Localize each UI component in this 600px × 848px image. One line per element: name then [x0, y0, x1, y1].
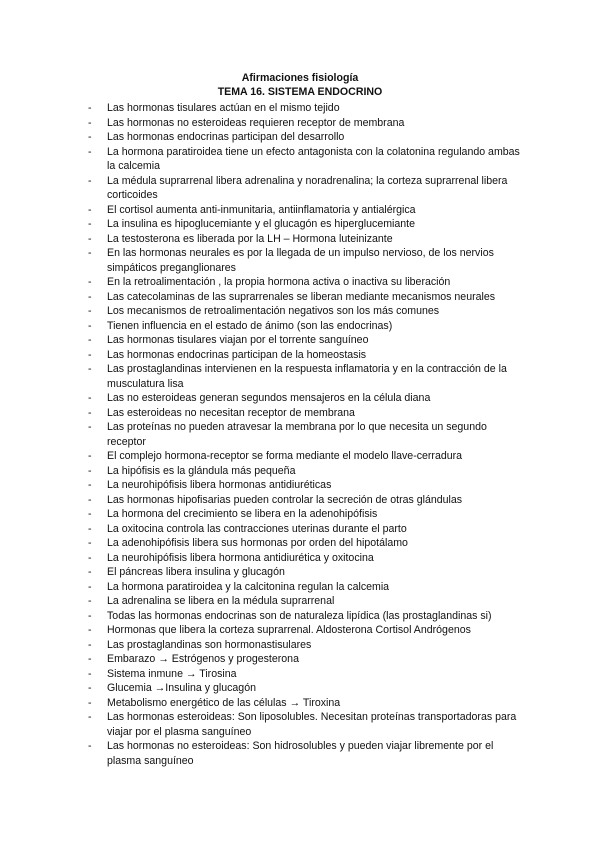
bullet-dash: -: [88, 174, 92, 187]
bullet-dash: -: [88, 363, 92, 375]
list-item-text: Las no esteroideas generan segundos mensajeros en la célula diana: [107, 392, 431, 404]
list-item-text: La hormona del crecimiento se libera en la adenohipófisis: [107, 508, 378, 520]
list-item: [88, 174, 528, 203]
bullet-dash: -: [88, 537, 92, 549]
list-item: [88, 652, 528, 667]
bullet-dash: -: [88, 479, 92, 491]
list-item: [88, 420, 528, 449]
bullet-dash: -: [88, 232, 92, 245]
bullet-dash: -: [88, 348, 92, 361]
bullet-dash: -: [88, 247, 92, 259]
bullet-dash: -: [88, 276, 92, 288]
bullet-dash: -: [88, 392, 92, 404]
list-item-text: Embarazo → Estrógenos y progesterona: [107, 653, 299, 665]
bullet-dash: -: [88, 203, 92, 216]
list-item: [88, 493, 528, 508]
list-item: [88, 406, 528, 421]
list-item-text: Las hormonas hipofisarias pueden controlar la secreción de otras glándulas: [107, 493, 463, 506]
list-item: [88, 594, 528, 609]
list-item: [88, 232, 528, 247]
list-item-text: La adenohipófisis libera sus hormonas por orden del hipotálamo: [107, 537, 408, 549]
list-item: [88, 391, 528, 406]
bullet-dash: -: [88, 218, 92, 230]
list-item: [88, 464, 528, 479]
list-item-text: Las prostaglandinas son hormonastisulares: [107, 638, 312, 651]
bullet-dash: -: [88, 450, 92, 462]
bullet-dash: -: [88, 305, 92, 317]
list-item: [88, 696, 528, 711]
list-item: [88, 362, 528, 391]
list-item-text: La hipófisis es la glándula más pequeña: [107, 464, 296, 477]
list-item: [88, 116, 528, 131]
list-item: [88, 203, 528, 218]
list-item: [88, 348, 528, 363]
list-item-text: Las prostaglandinas intervienen en la respuesta inflamatoria y en la contracción de la musculatura lisa: [107, 363, 507, 390]
list-item-text: Sistema inmune → Tirosina: [107, 667, 237, 680]
list-item: [88, 522, 528, 537]
list-item: [88, 623, 528, 638]
list-item-text: Las hormonas endocrinas participan de la homeostasis: [107, 348, 367, 361]
list-item-text: Las catecolaminas de las suprarrenales se liberan mediante mecanismos neurales: [107, 290, 496, 303]
list-item: [88, 449, 528, 464]
list-item: [88, 551, 528, 566]
list-item-text: La testosterona es liberada por la LH – Hormona luteinizante: [107, 232, 393, 245]
list-item-text: La adrenalina se libera en la médula suprarrenal: [107, 595, 335, 607]
bullet-dash: -: [88, 116, 92, 129]
list-item: [88, 290, 528, 305]
bullet-dash: -: [88, 609, 92, 622]
list-item: [88, 609, 528, 624]
list-item-text: La hormona paratiroidea y la calcitonina regulan la calcemia: [107, 580, 390, 593]
list-item: [88, 217, 528, 232]
list-item-text: Las hormonas no esteroideas: Son hidrosolubles y pueden viajar libremente por el plasma sanguíneo: [107, 740, 494, 767]
bullet-dash: -: [88, 580, 92, 593]
list-item-text: Las proteínas no pueden atravesar la membrana por lo que necesita un segundo receptor: [107, 421, 487, 448]
list-item-text: En la retroalimentación , la propia hormona activa o inactiva su liberación: [107, 276, 451, 288]
list-item-text: La oxitocina controla las contracciones uterinas durante el parto: [107, 522, 407, 535]
list-item: [88, 319, 528, 334]
bullet-dash: -: [88, 682, 92, 694]
bullet-dash: -: [88, 696, 92, 709]
bullet-dash: -: [88, 131, 92, 143]
bullet-dash: -: [88, 711, 92, 723]
document-title: Afirmaciones fisiología: [241, 72, 359, 84]
list-item: [88, 667, 528, 682]
list-item: [88, 638, 528, 653]
bullet-dash: -: [88, 334, 92, 346]
list-item-text: Tienen influencia en el estado de ánimo (son las endocrinas): [107, 319, 393, 332]
list-item-text: Las hormonas esteroideas: Son liposolubles. Necesitan proteínas transportadoras para viajar por el plasma sanguíneo: [107, 711, 517, 738]
list-item: [88, 101, 528, 116]
list-item-text: Las hormonas endocrinas participan del desarrollo: [107, 131, 345, 143]
bullet-dash: -: [88, 421, 92, 433]
list-item-text: La hormona paratiroidea tiene un efecto antagonista con la colatonina regulando ambas la calcemia: [107, 145, 520, 172]
bullet-dash: -: [88, 566, 92, 578]
list-item-text: El páncreas libera insulina y glucagón: [107, 566, 285, 578]
bullet-dash: -: [88, 638, 92, 651]
list-item-text: La neurohipófisis libera hormona antidiurética y oxitocina: [107, 551, 374, 564]
bullet-dash: -: [88, 624, 92, 636]
list-item: [88, 507, 528, 522]
list-item-text: Las esteroideas no necesitan receptor de membrana: [107, 406, 355, 419]
list-item-text: Los mecanismos de retroalimentación negativos son los más comunes: [107, 305, 440, 317]
bullet-dash: -: [88, 508, 92, 520]
list-item-text: En las hormonas neurales es por la llegada de un impulso nervioso, de los nervios simpáticos preganglionares: [107, 247, 494, 274]
bullet-dash: -: [88, 551, 92, 564]
bullet-dash: -: [88, 667, 92, 680]
list-item-text: Hormonas que libera la corteza suprarrenal. Aldosterona Cortisol Andrógenos: [107, 624, 471, 636]
list-item: [88, 739, 528, 768]
list-item-text: Las hormonas tisulares viajan por el torrente sanguíneo: [107, 334, 369, 346]
list-item: [88, 580, 528, 595]
list-item-text: La médula suprarrenal libera adrenalina y noradrenalina; la corteza suprarrenal libera corticoides: [107, 174, 508, 201]
list-item-text: Todas las hormonas endocrinas son de naturaleza lipídica (las prostaglandinas si): [107, 609, 492, 622]
bullet-dash: -: [88, 319, 92, 332]
bullet-dash: -: [88, 740, 92, 752]
bullet-dash: -: [88, 406, 92, 419]
list-item: [88, 304, 528, 319]
list-item-text: Las hormonas tisulares actúan en el mismo tejido: [107, 102, 340, 114]
bullet-dash: -: [88, 493, 92, 506]
list-item-text: La neurohipófisis libera hormonas antidiuréticas: [107, 479, 332, 491]
list-item: [88, 333, 528, 348]
bullet-dash: -: [88, 653, 92, 665]
list-item: [88, 565, 528, 580]
list-item-text: La insulina es hipoglucemiante y el glucagón es hiperglucemiante: [107, 218, 416, 230]
list-item: [88, 478, 528, 493]
list-item: [88, 246, 528, 275]
bullet-dash: -: [88, 595, 92, 607]
list-item-text: El cortisol aumenta anti-inmunitaria, antiinflamatoria y antialérgica: [107, 203, 416, 216]
bullet-dash: -: [88, 290, 92, 303]
list-item: [88, 145, 528, 174]
list-item: [88, 710, 528, 739]
bullet-dash: -: [88, 145, 92, 158]
list-item-text: Las hormonas no esteroideas requieren receptor de membrana: [107, 116, 405, 129]
list-item-text: Metabolismo energético de las células → Tiroxina: [107, 696, 341, 709]
list-item-text: Glucemia →Insulina y glucagón: [107, 682, 256, 694]
section-title: TEMA 16. SISTEMA ENDOCRINO: [217, 86, 383, 98]
list-item-text: El complejo hormona-receptor se forma mediante el modelo llave-cerradura: [107, 450, 463, 462]
bullet-dash: -: [88, 522, 92, 535]
list-item: [88, 275, 528, 290]
bullet-dash: -: [88, 464, 92, 477]
bullet-dash: -: [88, 102, 92, 114]
list-item: [88, 536, 528, 551]
list-item: [88, 130, 528, 145]
statement-list: [88, 101, 528, 768]
list-item: [88, 681, 528, 696]
